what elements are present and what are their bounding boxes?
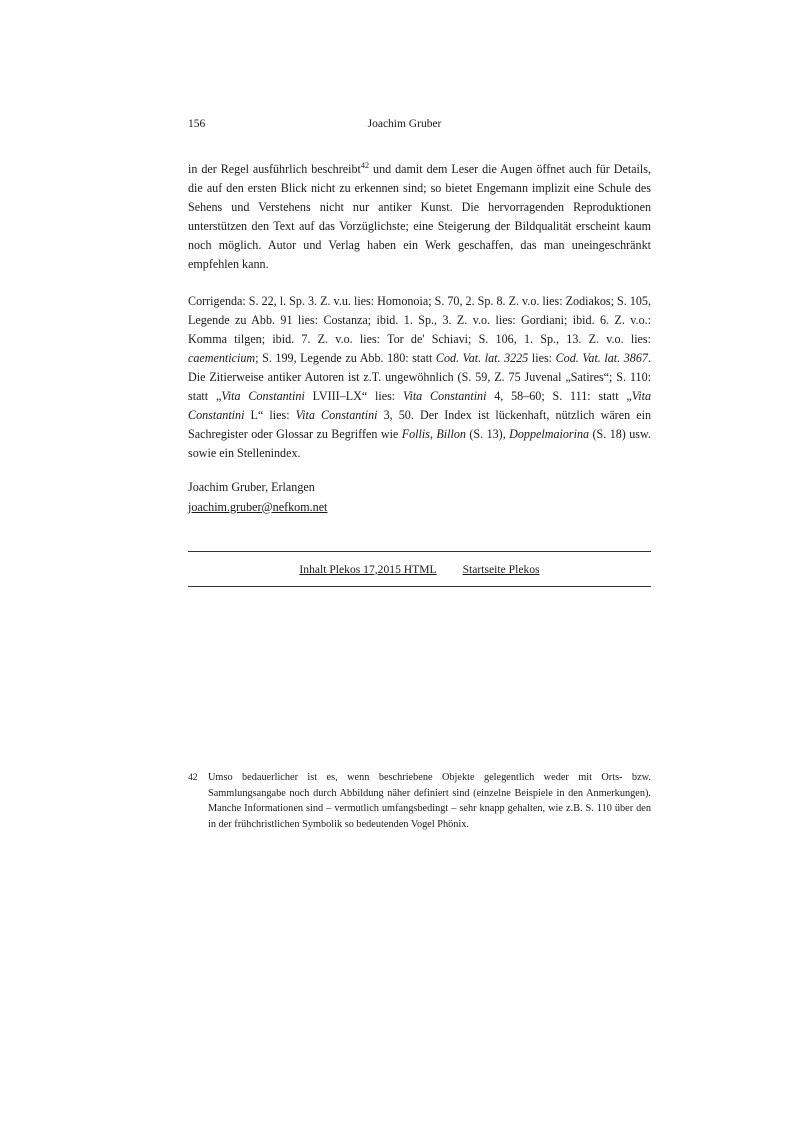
corrigenda-segment: (S. 18) usw. sowie ein Stellenindex.	[188, 427, 651, 461]
corrigenda-segment: . Die Zitierweise antiker Autoren ist z.T. ungewöhnlich (S. 59, Z. 75 Juvenal „Satires“; S. 110: statt „	[188, 350, 651, 404]
corrigenda-segment: Follis, Billon	[401, 427, 466, 442]
paragraph-main-pre: in der Regel ausführlich beschreibt	[188, 162, 361, 176]
corrigenda-segment: 3, 50. Der Index ist lückenhaft, nützlich wären ein Sachregister oder Glossar zu Begriffen wie	[188, 408, 652, 442]
spacer	[188, 463, 651, 478]
corrigenda-segment: Cod. Vat. lat. 3867	[555, 350, 648, 365]
author-email-link[interactable]: joachim.gruber@nefkom.net	[188, 499, 328, 514]
running-head-author: Joachim Gruber	[367, 118, 442, 130]
corrigenda-segment: lies:	[528, 350, 556, 365]
paragraph-corrigenda	[188, 292, 651, 464]
page-content	[188, 118, 651, 587]
corrigenda-segment: Cod. Vat. lat. 3225	[435, 350, 529, 365]
spacer	[188, 275, 651, 292]
footer-rule-bottom	[188, 586, 651, 587]
corrigenda-segment: Vita Constantini	[221, 389, 305, 404]
corrigenda-segment: caementicium	[188, 350, 256, 365]
footnote-number: 42	[188, 772, 198, 783]
corrigenda-segment: (S. 13),	[465, 427, 510, 442]
signature-block	[188, 478, 651, 516]
footnote-text: Umso bedauerlicher ist es, wenn beschriebene Objekte gelegentlich weder mit Orts- bzw. Sammlungsangabe noch durch Abbildung näher definiert sind (einzelne Beispiele in den Anmerkungen). Manche Informationen sind – vermutlich umfangsbedingt – sehr knapp gehalten, wie z.B. S. 110 über den in der frühchristlichen Symbolik so bedeutenden Vogel Phönix.	[208, 772, 651, 830]
footer-link-inhalt[interactable]: Inhalt Plekos 17,2015 HTML	[299, 562, 437, 576]
footer-link-bar	[188, 552, 651, 586]
corrigenda-segment: L“ lies:	[244, 408, 296, 423]
footnote-marker-42[interactable]: 42	[360, 160, 370, 170]
corrigenda-segment: Doppelmaiorina	[509, 427, 590, 442]
running-header: 156 Joachim Gruber	[188, 118, 651, 130]
paragraph-main-post: und damit dem Leser die Augen öffnet auch für Details, die auf den ersten Blick nicht zu erkennen sind; so bietet Engemann implizit eine Schule des Sehens und Verstehens nicht nur antiker Kunst. Die hervorragenden Reproduktionen unterstützen den Text auf das Vorzüglichste; eine Steigerung der Bildqualität erscheint kaum noch möglich. Autor und Verlag haben ein Werk geschaffen, das man uneingeschränkt empfehlen kann.	[188, 162, 652, 272]
footnote-area	[188, 770, 651, 833]
corrigenda-segment: Vita Constantini	[295, 408, 378, 423]
signature-name: Joachim Gruber, Erlangen	[188, 480, 315, 495]
corrigenda-segment: LVIII–LX“ lies:	[304, 389, 403, 404]
footnote-item	[188, 770, 651, 833]
footer-rule-top-wrap	[188, 551, 651, 587]
footer-link-startseite[interactable]: Startseite Plekos	[462, 562, 540, 576]
corrigenda-segment: ; S. 199, Legende zu Abb. 180: statt	[255, 350, 436, 365]
corrigenda-segment: 4, 58–60; S. 111: statt „	[486, 389, 632, 404]
corrigenda-segment: Vita Constantini	[402, 389, 487, 404]
corrigenda-segment: Corrigenda: S. 22, l. Sp. 3. Z. v.u. lies: Homonoia; S. 70, 2. Sp. 8. Z. v.o. lies: Zodiakos; S. 105, Legende zu Abb. 91 lies: Costanza; ibid. 1. Sp., 3. Z. v.o. lies: Gordiani; ibid. 6. Z. v.o.: Komma tilgen; ibid. 7. Z. v.o. lies: Tor de' Schiavi; S. 106, 1. Sp., 13. Z. v.o. lies:	[188, 293, 651, 346]
corrigenda-segment: Vita Constantini	[188, 389, 651, 423]
paragraph-main	[188, 160, 651, 275]
